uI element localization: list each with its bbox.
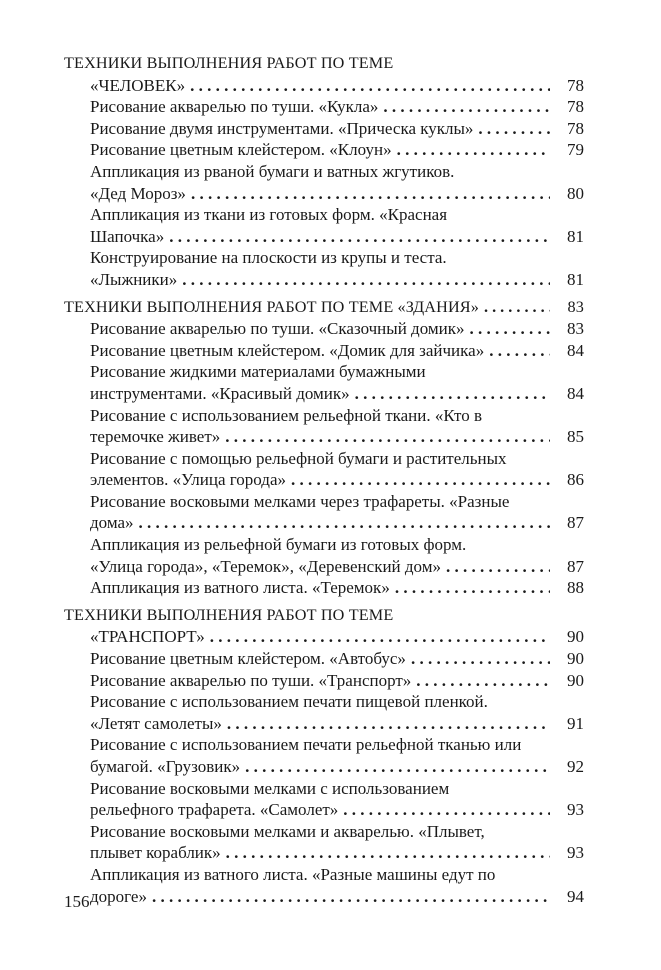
entry-text: Аппликация из ватного листа. «Разные машины едут по xyxy=(90,864,496,884)
entry-text: дома» xyxy=(90,513,134,533)
entry-text: Рисование цветным клейстером. «Клоун» xyxy=(90,140,392,160)
toc-entry-line xyxy=(64,269,584,291)
toc-entry-line xyxy=(64,778,584,800)
entry-text: элементов. «Улица города» xyxy=(90,470,286,490)
dot-leader xyxy=(464,318,550,340)
entry-page-number: 87 xyxy=(567,513,584,533)
section-heading-text: ТЕХНИКИ ВЫПОЛНЕНИЯ РАБОТ ПО ТЕМЕ «ЗДАНИЯ» xyxy=(64,297,479,316)
entry-page-number: 84 xyxy=(567,340,584,360)
entry-page-number: 84 xyxy=(567,383,584,403)
entry-text: Рисование с использованием рельефной ткани. «Кто в xyxy=(90,405,483,425)
toc-section xyxy=(64,605,584,907)
entry-text: бумагой. «Грузовик» xyxy=(90,757,241,776)
entry-page-number: 92 xyxy=(567,757,584,776)
entry-page-number: 87 xyxy=(567,556,584,576)
toc-entry-line xyxy=(64,626,584,648)
entry-text: Рисование цветным клейстером. «Автобус» xyxy=(90,649,406,669)
toc-section-heading xyxy=(64,605,584,627)
toc-entry-line xyxy=(64,799,584,821)
toc-entry-line xyxy=(64,139,584,161)
entry-text: теремочке живет» xyxy=(90,427,221,447)
entry-text: Рисование с помощью рельефной бумаги и растительных xyxy=(90,448,507,468)
toc-entry-line xyxy=(64,534,584,556)
dot-leader xyxy=(390,577,550,599)
entry-page-number: 79 xyxy=(567,140,584,160)
entry-text: Рисование акварелью по туши. «Транспорт» xyxy=(90,670,412,690)
toc-entry-line xyxy=(64,491,584,513)
dot-leader xyxy=(134,512,550,534)
toc-entry-line xyxy=(64,340,584,362)
entry-page-number: 78 xyxy=(567,118,584,138)
dot-leader xyxy=(205,626,550,648)
entry-page-number: 86 xyxy=(567,470,584,490)
section-heading-text: ТЕХНИКИ ВЫПОЛНЕНИЯ РАБОТ ПО ТЕМЕ xyxy=(64,54,394,72)
entry-text: «ЧЕЛОВЕК» xyxy=(90,75,186,95)
entry-text: «ТРАНСПОРТ» xyxy=(90,627,205,647)
dot-leader xyxy=(406,648,550,670)
entry-text: Аппликация из рваной бумаги и ватных жгутиков. xyxy=(90,161,455,181)
toc-entry-line xyxy=(64,361,584,383)
entry-text: плывет кораблик» xyxy=(90,843,221,863)
entry-text: Рисование цветным клейстером. «Домик для зайчика» xyxy=(90,340,485,360)
toc-entry-line xyxy=(64,648,584,670)
entry-text: Рисование двумя инструментами. «Прическа куклы» xyxy=(90,118,474,138)
toc-entry-line xyxy=(64,512,584,534)
toc-entry-line xyxy=(64,204,584,226)
entry-page-number: 93 xyxy=(567,843,584,863)
entry-page-number: 90 xyxy=(567,627,584,647)
toc-entry-line xyxy=(64,734,584,756)
toc-entry-line xyxy=(64,226,584,248)
entry-text: Шапочка» xyxy=(90,226,165,246)
section-heading-text: ТЕХНИКИ ВЫПОЛНЕНИЯ РАБОТ ПО ТЕМЕ xyxy=(64,605,394,624)
dot-leader xyxy=(378,96,550,118)
entry-text: Рисование жидкими материалами бумажными xyxy=(90,362,426,382)
dot-leader xyxy=(338,799,550,821)
entry-page-number: 83 xyxy=(567,319,584,339)
toc-section xyxy=(64,53,584,291)
toc-entry-line xyxy=(64,383,584,405)
entry-page-number: 88 xyxy=(567,578,584,598)
toc-entry-line xyxy=(64,670,584,692)
dot-leader xyxy=(484,340,550,362)
toc-entry-line xyxy=(64,96,584,118)
dot-leader xyxy=(240,756,550,778)
toc-entry-line xyxy=(64,886,584,908)
entry-text: Аппликация из ткани из готовых форм. «Красная xyxy=(90,205,448,225)
dot-leader xyxy=(222,713,550,735)
entry-page-number: 93 xyxy=(567,800,584,820)
toc-entry-line xyxy=(64,556,584,578)
entry-text: инструментами. «Красивый домик» xyxy=(90,383,350,403)
entry-page-number: 83 xyxy=(567,297,584,316)
page-number: 156 xyxy=(64,892,90,911)
dot-leader xyxy=(186,183,550,205)
entry-page-number: 90 xyxy=(567,670,584,690)
entry-page-number: 90 xyxy=(567,649,584,669)
toc-entry-line xyxy=(64,448,584,470)
dot-leader xyxy=(350,383,550,405)
entry-text: «Дед Мороз» xyxy=(90,183,186,203)
entry-text: Рисование с использованием печати пищевой пленкой. xyxy=(90,692,488,712)
entry-text: «Летят самолеты» xyxy=(90,713,222,733)
entry-text: «Лыжники» xyxy=(90,269,178,289)
dot-leader xyxy=(392,139,550,161)
toc-entry-line xyxy=(64,577,584,599)
entry-text: Рисование акварелью по туши. «Сказочный домик» xyxy=(90,319,465,339)
entry-page-number: 91 xyxy=(567,713,584,733)
dot-leader xyxy=(473,118,550,140)
toc-entry-line xyxy=(64,713,584,735)
entry-text: Рисование восковыми мелками через трафареты. «Разные xyxy=(90,491,510,511)
entry-text: Рисование восковыми мелками с использованием xyxy=(90,778,450,798)
dot-leader xyxy=(479,297,550,319)
dot-leader xyxy=(411,670,550,692)
dot-leader xyxy=(441,556,550,578)
dot-leader xyxy=(286,469,550,491)
toc-entry-line xyxy=(64,821,584,843)
toc-entry-line xyxy=(64,426,584,448)
toc-entry-line xyxy=(64,842,584,864)
toc-entry-line xyxy=(64,691,584,713)
toc-entry-line xyxy=(64,75,584,97)
entry-page-number: 81 xyxy=(567,226,584,246)
entry-text: рельефного трафарета. «Самолет» xyxy=(90,800,339,820)
entry-text: Конструирование на плоскости из крупы и теста. xyxy=(90,248,447,268)
toc-entry-line xyxy=(64,247,584,269)
table-of-contents xyxy=(64,53,584,907)
toc-entry-line xyxy=(64,318,584,340)
entry-page-number: 94 xyxy=(567,886,584,906)
entry-text: Рисование акварелью по туши. «Кукла» xyxy=(90,97,379,117)
entry-text: Рисование восковыми мелками и акварелью. «Плывет, xyxy=(90,821,485,841)
entry-page-number: 80 xyxy=(567,183,584,203)
dot-leader xyxy=(177,269,550,291)
toc-entry-line xyxy=(64,469,584,491)
entry-text: Рисование с использованием печати рельефной тканью или xyxy=(90,735,522,755)
entry-text: Аппликация из ватного листа. «Теремок» xyxy=(90,578,390,598)
entry-page-number: 78 xyxy=(567,97,584,117)
entry-page-number: 85 xyxy=(567,427,584,447)
toc-entry-line xyxy=(64,118,584,140)
toc-entry-line xyxy=(64,405,584,427)
dot-leader xyxy=(164,226,550,248)
toc-section-heading xyxy=(64,297,584,319)
entry-text: дороге» xyxy=(90,886,147,906)
entry-text: Аппликация из рельефной бумаги из готовых форм. xyxy=(90,535,467,555)
toc-section-heading xyxy=(64,53,584,75)
entry-text: «Улица города», «Теремок», «Деревенский дом» xyxy=(90,556,441,576)
toc-entry-line xyxy=(64,161,584,183)
toc-entry-line xyxy=(64,864,584,886)
dot-leader xyxy=(220,426,550,448)
toc-entry-line xyxy=(64,183,584,205)
dot-leader xyxy=(221,842,550,864)
dot-leader xyxy=(147,886,550,908)
toc-entry-line xyxy=(64,756,584,778)
toc-section xyxy=(64,297,584,599)
entry-page-number: 81 xyxy=(567,269,584,289)
entry-page-number: 78 xyxy=(567,75,584,95)
dot-leader xyxy=(185,75,550,97)
